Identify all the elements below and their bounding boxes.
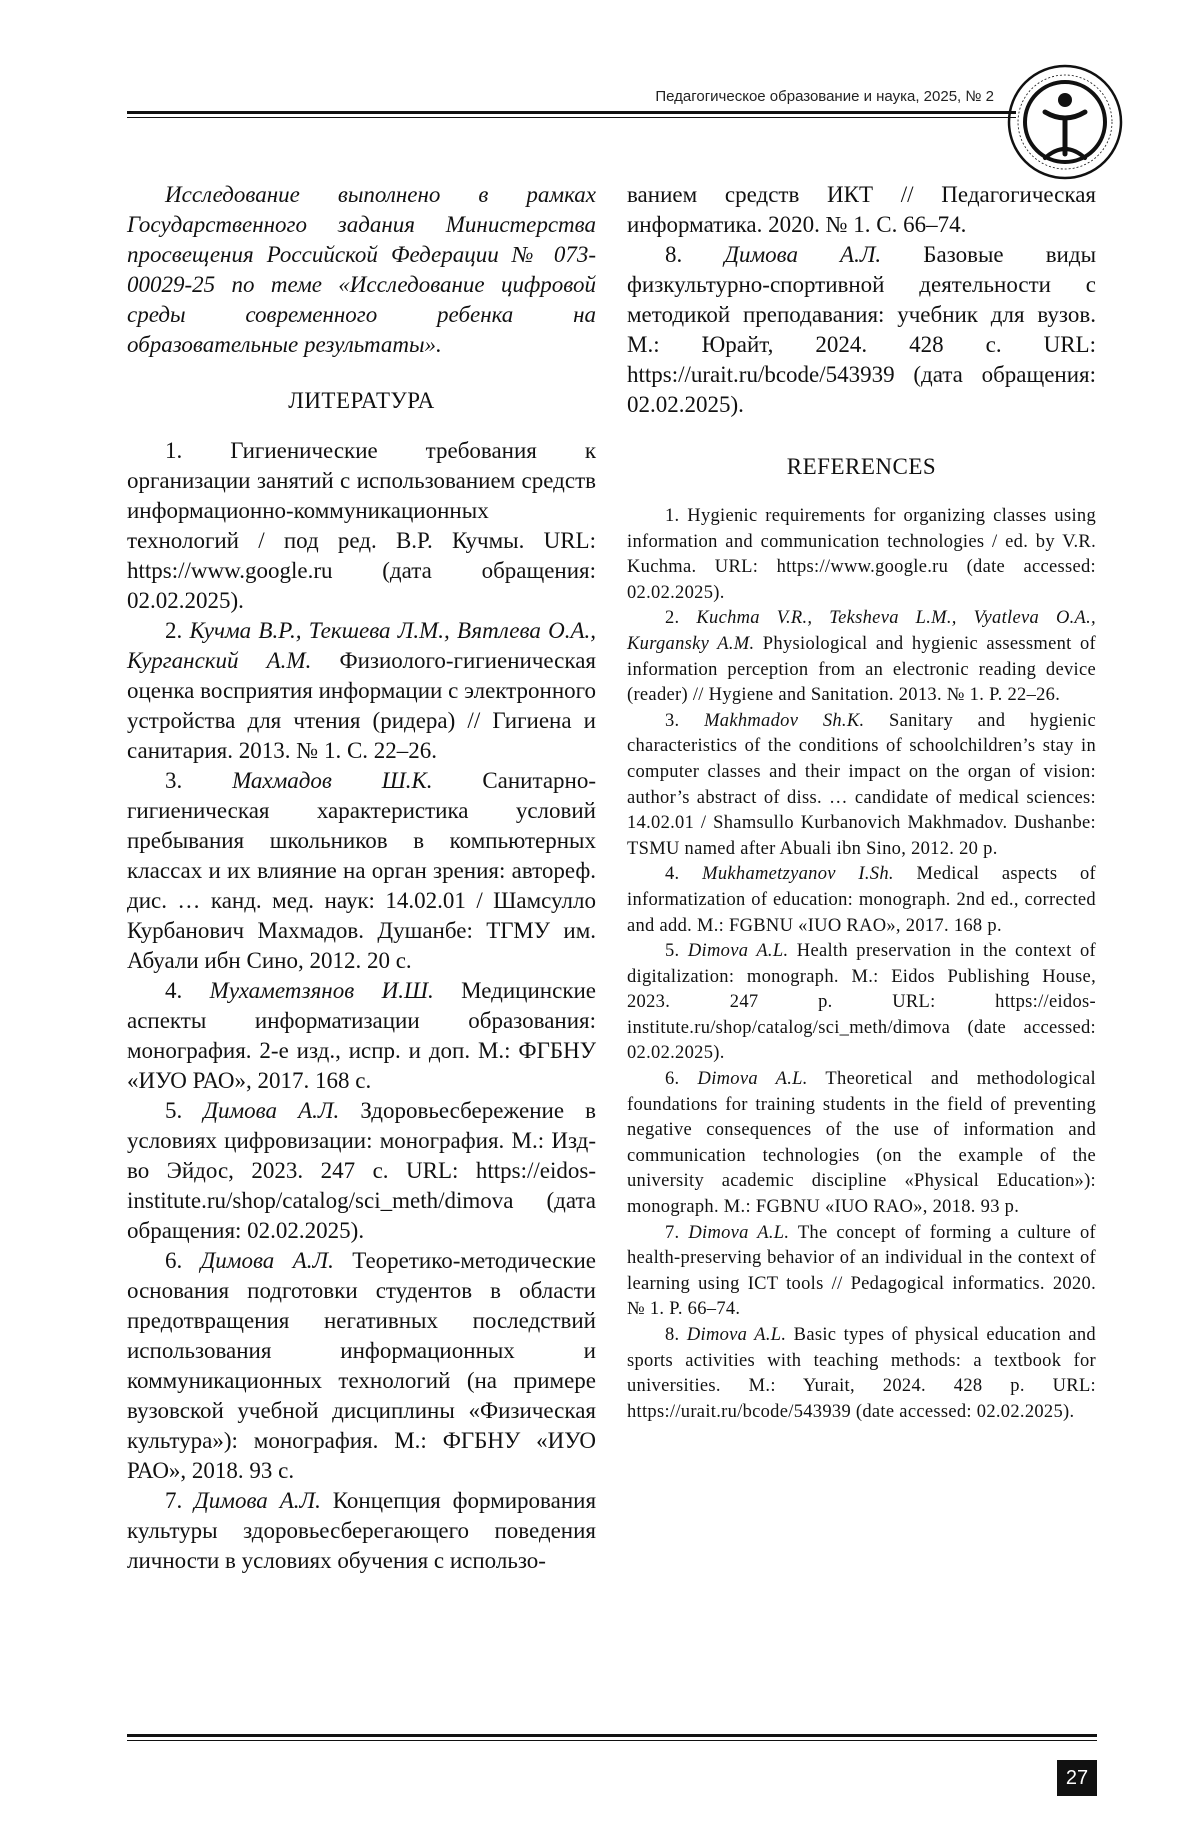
reference-item: 3. Makhmadov Sh.K. Sanitary and hygienic characteristics of the conditions of schoolchildren’s stay in computer classes and their impact on the organ of vision: author’s abstract of diss. … candidate of medical sciences: 14.02.01 / Shamsullo Kurbanovich Makhmadov. Dushanbe: TSMU named after Abuali ibn Sino, 2012. 20 p. <box>627 710 1096 859</box>
reference-item: 2. Kuchma V.R., Teksheva L.M., Vyatleva O.A., Kurgansky A.M. Physiological and hygienic assessment of information perception from an electronic reading device (reader) // Hygiene and Sanitation. 2013. № 1. P. 22–26. <box>627 608 1096 706</box>
reference-item: 5. Dimova A.L. Health preservation in the context of digitalization: monograph. M.: Eidos Publishing House, 2023. 247 p. URL: https://eidos-institute.ru/shop/catalog/sci_meth/dimova (date accessed: 02.02.2025). <box>627 941 1096 1064</box>
reference-item: 5. Димова А.Л. Здоровьесбережение в условиях цифровизации: монография. М.: Изд-во Эйдос, 2023. 247 с. URL: https://eidos-institute.ru/shop/catalog/sci_meth/dimova (дата обращения: 02.02.2025). <box>127 1098 597 1243</box>
reference-item: 2. Кучма В.Р., Текшева Л.М., Вятлева О.А., Курганский А.М. Физиолого-гигиеническая оценка восприятия информации с электронного устройства для чтения (ридера) // Гигиена и санитария. 2013. № 1. С. 22–26. <box>127 618 596 763</box>
acknowledgement: Исследование выполнено в рамках Государственного задания Министерства просвещения Российской Федерации № 073-00029-25 по теме «Исследование цифровой среды современного ребенка на образовательные результаты». <box>127 182 596 357</box>
page-header <box>0 0 1200 160</box>
reference-item: 7. Димова А.Л. Концепция формирования культуры здоровьесберегающего поведения личности в условиях обучения с использо- <box>127 1488 597 1573</box>
header-rule <box>127 111 1016 114</box>
header-rule-thin <box>127 117 1016 118</box>
reference-item: 4. Mukhametzyanov I.Sh. Medical aspects of informatization of education: monograph. 2nd ed., corrected and add. M.: FGBNU «IUO RAO», 2017. 168 p. <box>627 864 1096 936</box>
right-column <box>627 180 1096 1425</box>
reference-item: 8. Димова А.Л. Базовые виды физкультурно-спортивной деятельности с методикой преподавания: учебник для вузов. М.: Юрайт, 2024. 428 с. URL: https://urait.ru/bcode/543939 (дата обращения: 02.02.2025). <box>627 242 1097 417</box>
reference-item: 3. Махмадов Ш.К. Санитарно-гигиеническая характеристика условий пребывания школьников в компьютерных классах и их влияние на орган зрения: автореф. дис. … канд. мед. наук: 14.02.01 / Шамсулло Курбанович Махмадов. Душанбе: ТГМУ им. Абуали ибн Сино, 2012. 20 с. <box>127 768 596 973</box>
references-heading-en: REFERENCES <box>786 454 937 479</box>
journal-logo-icon <box>1005 62 1125 182</box>
references-heading-ru: ЛИТЕРАТУРА <box>288 388 435 413</box>
reference-continuation: ванием средств ИКТ // Педагогическая информатика. 2020. № 1. С. 66–74. <box>627 182 1096 237</box>
reference-item: 1. Hygienic requirements for organizing classes using information and communication technologies / ed. by V.R. Kuchma. URL: https://www.google.ru (date accessed: 02.02.2025). <box>627 506 1096 603</box>
reference-item: 7. Dimova A.L. The concept of forming a culture of health-preserving behavior of an individual in the context of learning using ICT tools // Pedagogical informatics. 2020. № 1. P. 66–74. <box>627 1222 1096 1320</box>
left-column <box>127 180 596 1576</box>
reference-item: 6. Димова А.Л. Теоретико-методические основания подготовки студентов в области предотвращения негативных последствий использования информационных и коммуникационных технологий (на примере вузовской учебной дисциплины «Физическая культура»): монография. М.: ФГБНУ «ИУО РАО», 2018. 93 с. <box>127 1248 596 1483</box>
reference-list-ru <box>127 436 596 1576</box>
reference-item: 1. Гигиенические требования к организации занятий с использованием средств информационно-коммуникационных технологий / под ред. В.Р. Кучмы. URL: https://www.google.ru (дата обращения: 02.02.2025). <box>127 438 596 613</box>
page-number: 27 <box>1057 1760 1097 1796</box>
reference-item: 4. Мухаметзянов И.Ш. Медицинские аспекты информатизации образования: монография. 2-е изд., испр. и доп. М.: ФГБНУ «ИУО РАО», 2017. 168 с. <box>127 978 597 1093</box>
reference-item: 8. Dimova A.L. Basic types of physical education and sports activities with teaching methods: a textbook for universities. M.: Yurait, 2024. 428 p. URL: https://urait.ru/bcode/543939 (date accessed: 02.02.2025). <box>627 1325 1096 1422</box>
reference-item: 6. Dimova A.L. Theoretical and methodological foundations for training students in the field of preventing negative consequences of the use of information and communication technologies (on the example of the university academic discipline «Physical Education»): monograph. M.: FGBNU «IUO RAO», 2018. 93 p. <box>627 1069 1096 1218</box>
footer-rule <box>127 1734 1097 1737</box>
footer-rule-thin <box>127 1740 1097 1741</box>
reference-list-en <box>627 504 1096 1425</box>
journal-title: Педагогическое образование и наука, 2025, № 2 <box>655 88 994 105</box>
